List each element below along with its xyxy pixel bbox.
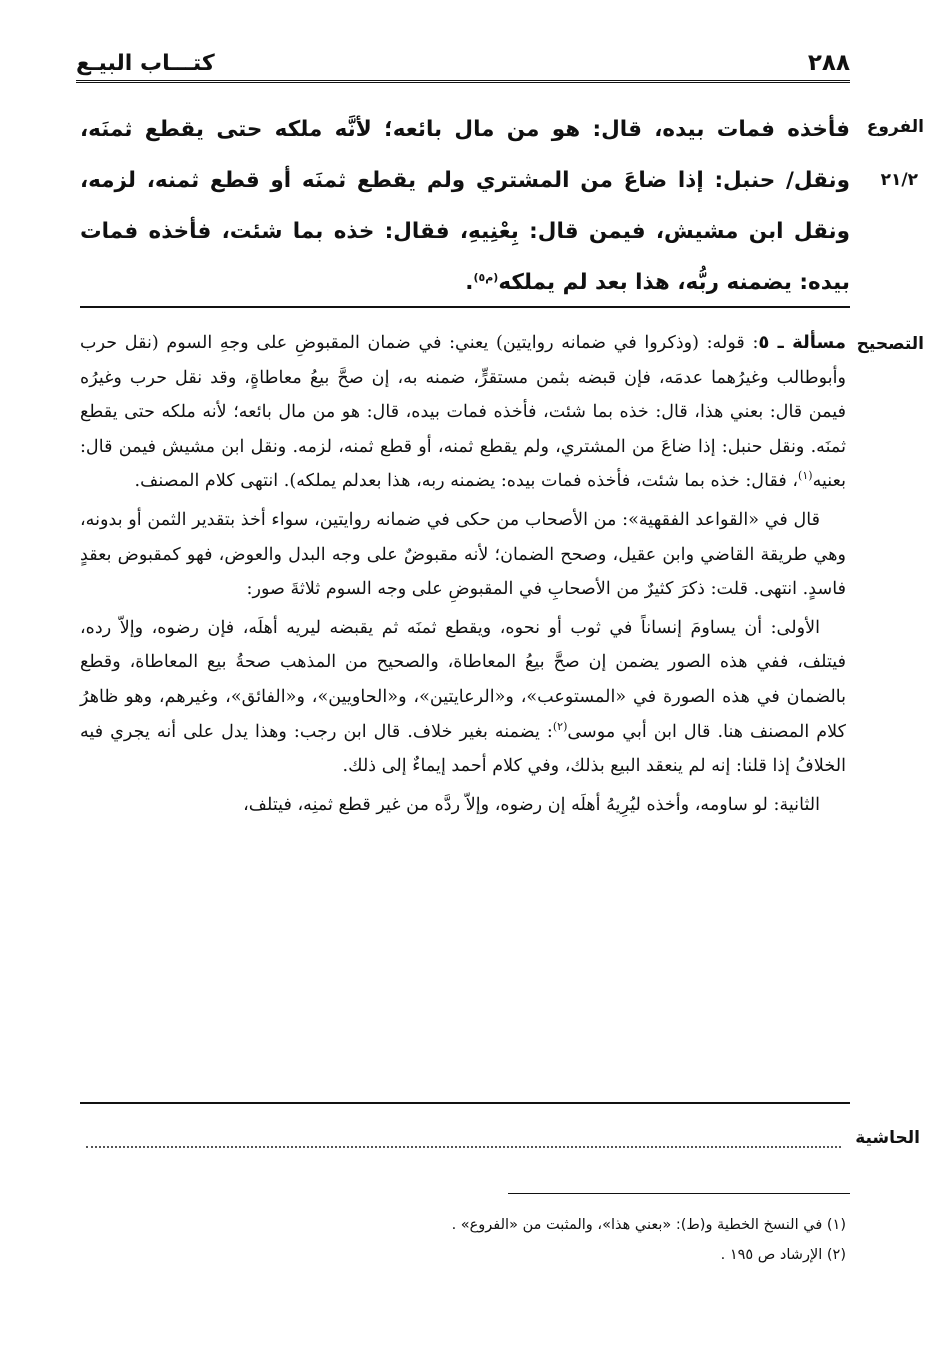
furu-text-block <box>80 104 850 308</box>
tashih-p3-text: الأولى: أن يساومَ إنساناً في ثوب أو نحوه، ويقطع ثمنَه ثم يقبضه ليريه أهلَه، فإن رضوه، وإلاّ رده، فيتلف، ففي هذه الصور يضمن إن صحَّ بيعُ المعاطاة، والصحيح من المذهب صحةُ بيع المعاطاة، وقطع بالضمان في هذه الصورة في «المستوعب»، و«الرعايتين»، و«الحاويين»، و«الفائق»، وغيرهم، وهو ظاهرُ كلام المصنف هنا. قال ابن أبي موسى <box>80 617 846 742</box>
tashih-paragraph-4: الثانية: لو ساومه، وأخذه ليُرِيهُ أهلَه إن رضوه، وإلاّ ردَّه من غير قطع ثمنِه، فيتلف، <box>243 794 820 815</box>
furu-section-label: الفروع <box>866 117 924 137</box>
page-header <box>76 40 850 83</box>
footnotes-block <box>80 1210 846 1270</box>
footnote-divider <box>508 1193 850 1194</box>
issue-title: مسألة ـ ٥ <box>758 332 846 353</box>
volume-page-ref: ٢١/٢ <box>880 170 918 190</box>
section-divider-2 <box>80 1102 850 1104</box>
tashih-paragraph-1 <box>80 326 846 499</box>
furu-paragraph <box>80 104 850 308</box>
tashih-p1-text: : قوله: (وذكروا في ضمانه روايتين) يعني: في ضمان المقبوضِ على وجهِ السوم (نقل حرب وأبوطالب وغيرُهما عدمَه، فإن قبضه بثمن مستقرٍّ، ضمنه به، إن صحَّ بيعُ معاطاةٍ، وقد نقل حرب وغيرُه فيمن قال: بعني هذا، قال: خذه بما شئت، فأخذه فمات بيده، قال: هو من مال بائعه؛ لأنه ملكه حتى يقطع ثمنَه. ونقل حنبل: إذا ضاعَ من المشتري، ولم يقطع ثمنه، أو قطع ثمنه، لزمه. ونقل ابن مشيش فيمن قال: بعنيه <box>80 333 846 492</box>
footnote-ref-2: (٢) <box>552 719 568 733</box>
hashiya-section-label: الحاشية <box>855 1128 920 1148</box>
footnote-2: (٢) الإرشاد ص ١٩٥ . <box>720 1247 846 1263</box>
tashih-p1-end: ، فقال: خذه بما شئت، فأخذه فمات بيده: يضمنه ربه، هذا بعدلم يملكه). انتهى كلام المصنف. <box>134 471 799 492</box>
section-divider <box>80 306 850 308</box>
tashih-paragraph-3 <box>80 611 846 784</box>
tashih-paragraph-2: قال في «القواعد الفقهية»: من الأصحاب من حكى في ضمانه روايتين، سواء أخذ بتقدير الثمن أو بدونه، وهي طريقة القاضي وابن عقيل، وصحح الضمان؛ لأنه مقبوضٌ على وجه البدل والعوض، فهو كمقبوض بعقدٍ فاسدٍ. انتهى. قلت: ذكرَ كثيرٌ من الأصحابِ في المقبوضِ على وجه السوم ثلاثةَ صور: <box>80 509 846 600</box>
furu-text: فأخذه فمات بيده، قال: هو من مال بائعه؛ لأنَّه ملكه حتى يقطع ثمنَه، ونقل/ حنبل: إذا ضاعَ من المشتري ولم يقطع ثمنَه أو قطع ثمنه، لزمه، ونقل ابن مشيش، فيمن قال: بِعْنِيهِ، فقال: خذه بما شئت، فأخذه فمات بيده: يضمنه ربُّه، هذا بعد لم يملكه <box>80 117 850 295</box>
footnote-ref-1: (١) <box>798 469 813 483</box>
tashih-section-label: التصحيح <box>856 334 924 354</box>
note-mark-m5: (م٥) <box>473 270 499 284</box>
footnote-1: (١) في النسخ الخطية و(ط): «بعني هذا»، والمثبت من «الفروع» . <box>451 1217 846 1233</box>
book-title: كتـــاب البيـع <box>76 51 215 76</box>
page-number: ٢٨٨ <box>807 50 850 76</box>
hashiya-dotted-line <box>86 1146 841 1148</box>
tashih-text-block <box>80 326 846 822</box>
furu-tail: . <box>465 270 474 295</box>
tashih-p3-end: : يضمنه بغير خلاف. قال ابن رجب: وهذا يدل على أنه يجري فيه الخلافُ إذا قلنا: إنه لم ينعقد البيع بذلك، وفي كلام أحمد إيماءٌ إلى ذلك. <box>80 721 846 777</box>
